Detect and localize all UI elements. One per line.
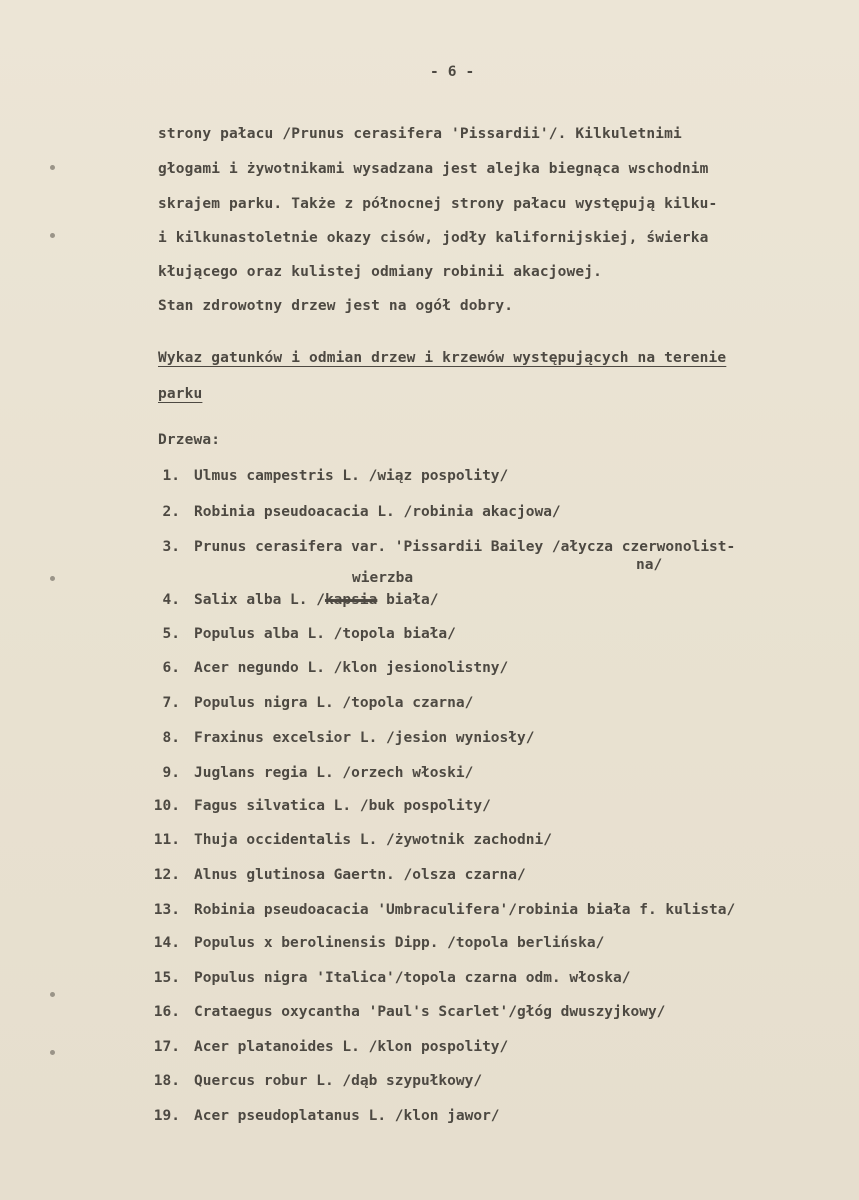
paragraph-line: kłującego oraz kulistej odmiany robinii akacjowej. [158,264,602,280]
item-text: Populus nigra L. /topola czarna/ [194,695,474,711]
handwritten-insertion: wierzba [352,570,414,586]
item-text: Populus x berolinensis Dipp. /topola berlińska/ [194,935,605,951]
item-text: Ulmus campestris L. /wiąz pospolity/ [194,468,509,484]
item-text: Salix alba L. / [194,592,325,608]
item-number: 3. [162,539,180,555]
item-text: Quercus robur L. /dąb szypułkowy/ [194,1073,483,1089]
item-text: Thuja occidentalis L. /żywotnik zachodni/ [194,832,552,848]
item-number: 14. [153,935,180,951]
item-number: 4. [162,592,180,608]
item-number: 10. [153,798,180,814]
paragraph-line: strony pałacu /Prunus cerasifera 'Pissardii'/. Kilkuletnimi [158,126,682,142]
item-number: 15. [153,970,180,986]
item-text: Juglans regia L. /orzech włoski/ [194,765,474,781]
item-number: 6. [162,660,180,676]
item-text: Robinia pseudoacacia L. /robinia akacjowa/ [194,504,561,520]
paragraph-line: i kilkunastoletnie okazy cisów, jodły kalifornijskiej, świerka [158,230,709,246]
item-text: Alnus glutinosa Gaertn. /olsza czarna/ [194,867,526,883]
struck-word: kapsia [324,592,378,608]
item-text: Populus nigra 'Italica'/topola czarna odm. włoska/ [194,970,631,986]
punch-hole-mark [50,165,55,170]
item-number: 5. [162,626,180,642]
paragraph-line: głogami i żywotnikami wysadzana jest alejka biegnąca wschodnim [158,161,709,177]
item-text: Acer pseudoplatanus L. /klon jawor/ [194,1108,500,1124]
item-text: Acer negundo L. /klon jesionolistny/ [194,660,509,676]
item-number: 2. [162,504,180,520]
item-text: Robinia pseudoacacia 'Umbraculifera'/robinia biała f. kulista/ [194,902,736,918]
item-continuation: na/ [636,557,663,573]
item-number: 12. [153,867,180,883]
item-text-group [194,592,438,608]
item-text: Crataegus oxycantha 'Paul's Scarlet'/głóg dwuszyjkowy/ [194,1004,666,1020]
item-number: 19. [153,1108,180,1124]
punch-hole-mark [50,576,55,581]
item-text: Populus alba L. /topola biała/ [194,626,456,642]
item-text-tail: biała/ [377,592,439,608]
item-number: 1. [162,468,180,484]
paragraph-line: Stan zdrowotny drzew jest na ogół dobry. [158,298,514,314]
item-text: Fagus silvatica L. /buk pospolity/ [194,798,491,814]
item-number: 9. [162,765,180,781]
section-heading: parku [158,386,203,402]
item-text: Fraxinus excelsior L. /jesion wyniosły/ [194,730,535,746]
paragraph-line: skrajem parku. Także z północnej strony pałacu występują kilku- [158,196,718,212]
item-number: 18. [153,1073,180,1089]
item-number: 11. [153,832,180,848]
punch-hole-mark [50,233,55,238]
punch-hole-mark [50,992,55,997]
item-number: 13. [153,902,180,918]
item-number: 8. [162,730,180,746]
item-number: 7. [162,695,180,711]
page-number: - 6 - [430,64,475,80]
item-number: 17. [153,1039,180,1055]
section-heading: Wykaz gatunków i odmian drzew i krzewów występujących na terenie [158,350,727,366]
item-number: 16. [153,1004,180,1020]
section-label: Drzewa: [158,432,221,448]
item-text: Acer platanoides L. /klon pospolity/ [194,1039,509,1055]
punch-hole-mark [50,1050,55,1055]
item-text: Prunus cerasifera var. 'Pissardii Bailey /ałycza czerwonolist- [194,539,736,555]
